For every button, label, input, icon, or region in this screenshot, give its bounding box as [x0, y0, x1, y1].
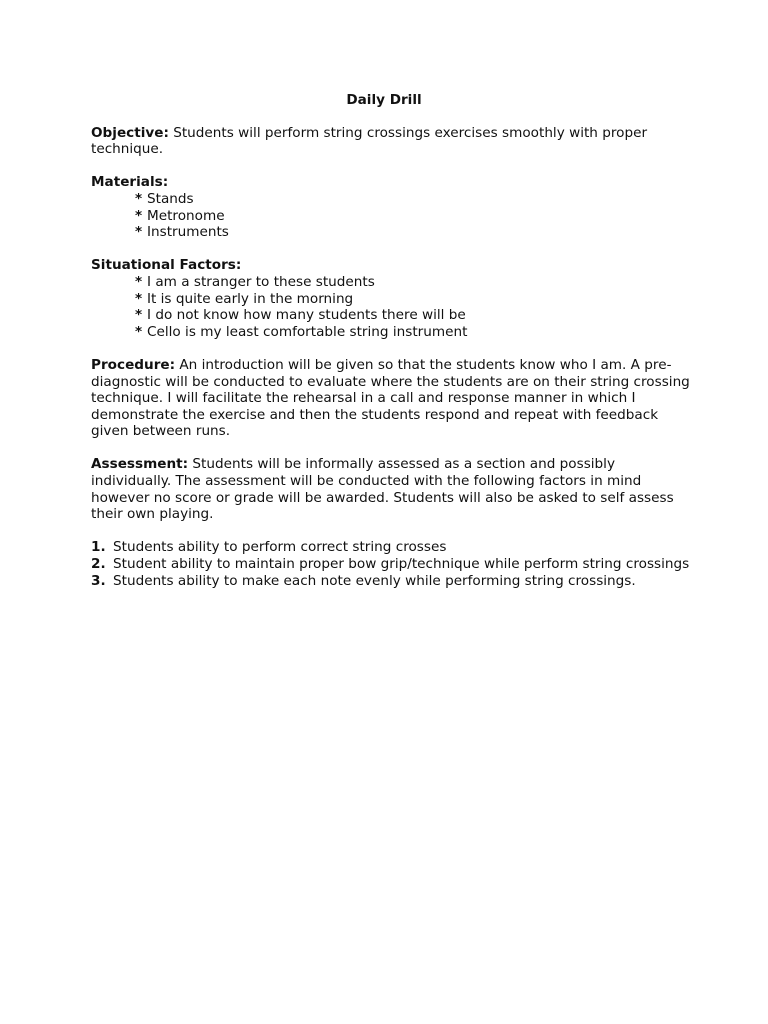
list-item	[135, 307, 691, 324]
bullet-star-icon: *	[135, 224, 143, 241]
list-item-text: Cello is my least comfortable string instrument	[147, 323, 468, 340]
situational-factors-section	[91, 257, 691, 340]
bullet-star-icon: *	[135, 323, 143, 340]
list-number: 2.	[91, 556, 106, 573]
situational-factors-list	[91, 274, 691, 340]
list-item	[135, 208, 691, 225]
bullet-star-icon: *	[135, 207, 143, 224]
list-item	[135, 324, 691, 341]
list-item	[91, 573, 691, 590]
bullet-star-icon: *	[135, 273, 143, 290]
procedure-section	[91, 357, 691, 440]
list-item	[135, 291, 691, 308]
assessment-text: Students will be informally assessed as a section and possibly individually. The assessment will be conducted with the following factors in mind however no score or grade will be awarded. Students will also be asked to self assess their own playing.	[91, 456, 674, 523]
list-number: 1.	[91, 539, 106, 556]
materials-list	[91, 191, 691, 241]
bullet-star-icon: *	[135, 190, 143, 207]
list-item	[135, 224, 691, 241]
objective-text: Students will perform string crossings exercises smoothly with proper technique.	[91, 124, 648, 158]
list-item-text: It is quite early in the morning	[147, 290, 354, 307]
list-item	[135, 274, 691, 291]
bullet-star-icon: *	[135, 290, 143, 307]
assessment-criteria-list	[91, 539, 691, 589]
objective-label: Objective:	[91, 124, 169, 141]
situational-factors-label: Situational Factors:	[91, 257, 242, 274]
document-title: Daily Drill	[346, 92, 422, 108]
list-item	[135, 191, 691, 208]
assessment-section	[91, 456, 691, 522]
list-item-text: I am a stranger to these students	[147, 273, 375, 290]
procedure-text: An introduction will be given so that the students know who I am. A pre-diagnostic will be conducted to evaluate where the students are on their string crossing technique. I will facilitate the rehearsal in a call and response manner in which I demonstrate the exercise and then the students respond and repeat with feedback given between runs.	[91, 356, 690, 440]
list-item	[91, 556, 691, 573]
materials-label: Materials:	[91, 174, 169, 191]
materials-section	[91, 174, 691, 240]
objective-section	[91, 125, 691, 158]
list-item-text: I do not know how many students there will be	[147, 307, 466, 324]
list-number: 3.	[91, 572, 106, 589]
list-item-text: Students ability to perform correct string crosses	[113, 539, 447, 556]
list-item-text: Instruments	[147, 224, 229, 241]
list-item-text: Metronome	[147, 207, 225, 224]
procedure-label: Procedure:	[91, 356, 176, 373]
document-page	[91, 92, 691, 589]
assessment-label: Assessment:	[91, 456, 189, 473]
bullet-star-icon: *	[135, 307, 143, 324]
list-item-text: Student ability to maintain proper bow grip/technique while perform string crossings	[113, 556, 690, 573]
list-item-text: Stands	[147, 190, 194, 207]
list-item-text: Students ability to make each note evenly while performing string crossings.	[113, 572, 636, 589]
list-item	[91, 539, 691, 556]
